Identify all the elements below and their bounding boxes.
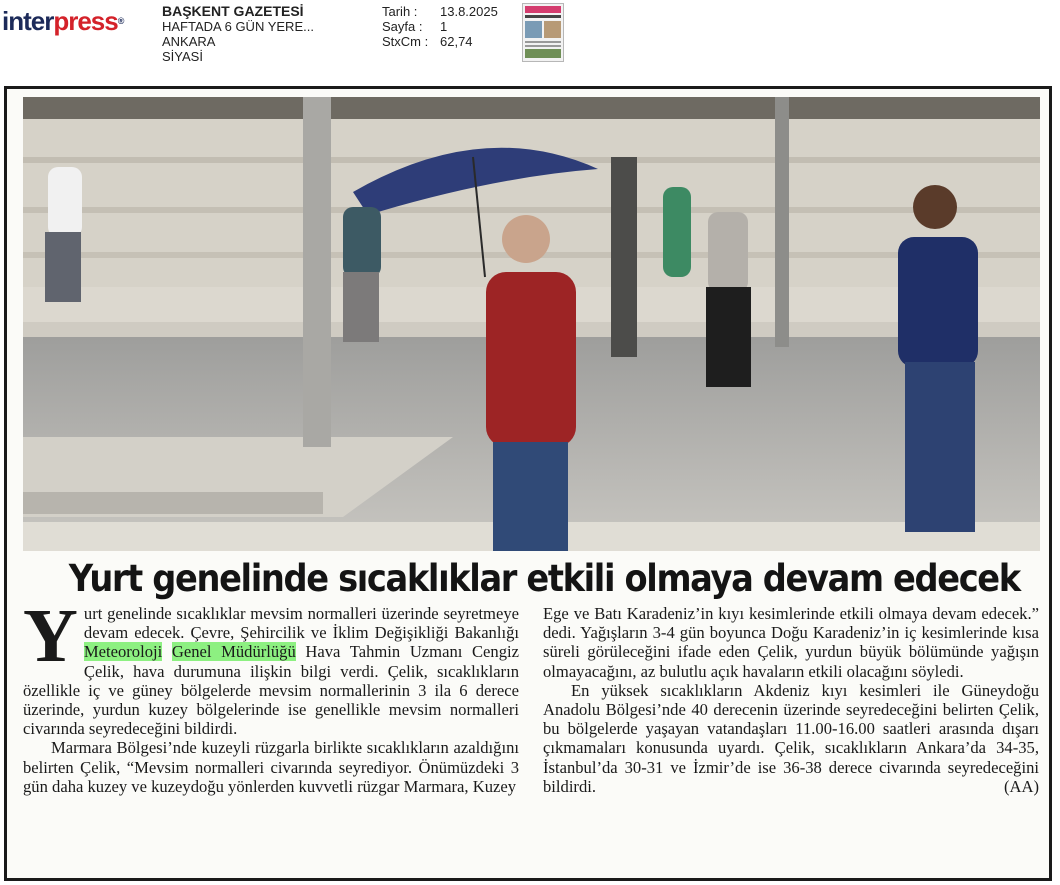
- page-thumbnail[interactable]: [522, 3, 564, 62]
- source-info: [162, 4, 314, 64]
- city: ANKARA: [162, 34, 216, 49]
- section: SİYASİ: [162, 49, 203, 64]
- street-scene-image: [23, 97, 1040, 551]
- agency-credit: (AA): [1003, 776, 1039, 796]
- drop-cap: Y: [23, 594, 78, 678]
- highlight-genel-mudurlugu: Genel Müdürlüğü: [171, 642, 296, 662]
- paragraph-3: Ege ve Batı Karadeniz’in kıyı kesimlerinde etkili olmaya devam edecek.” dedi. Yağışların 3-4 gün boyunca Doğu Karadeniz’in iç kesimlerinde kısa süreli görüleceğini ifade eden Çelik, yurdun büyük bölümünde yağışın olmayacağını, az bulutlu açık havaların etkili olacağını söyledi.: [543, 604, 1039, 681]
- paragraph-1: Yurt genelinde sıcaklıklar mevsim normalleri üzerinde seyretmeye devam edecek. Çevre, Şehircilik ve İklim Değişikliği Bakanlığı Meteoroloji Genel Müdürlüğü Hava Tahmin Uzmanı Cengiz Çelik, hava durumuna ilişkin bilgi verdi. Çelik, sıcaklıkların özellikle iç ve güney bölgelerde mevsim normallerinin 3 ila 6 derece üzerinde, yurdun kuzey bölgelerinde ise genellikle mevsim normalleri civarında seyredeceğini bildirdi.: [23, 594, 519, 739]
- article-headline: Yurt genelinde sıcaklıklar etkili olmaya devam edecek: [68, 557, 1020, 600]
- logo-part-inter: inter: [2, 6, 54, 36]
- article-clipping: [4, 86, 1052, 881]
- logo-part-press: press: [53, 6, 118, 36]
- meta-page: Sayfa : 1: [382, 19, 448, 34]
- meta-date: Tarih : 13.8.2025: [382, 4, 498, 19]
- paragraph-4: En yüksek sıcaklıkların Akdeniz kıyı kesimleri ile Güneydoğu Anadolu Bölgesi’nde 40 derecenin üzerinde seyredeceğini belirten Çelik, bu bölgelerde yaşayan vatandaşları 11.00-16.00 saatleri arasında dışarı çıkmamaları konusunda uyardı. Çelik, sıcaklıkların Ankara’da 34-35, İstanbul’da 30-31 ve İzmir’de ise 36-38 derece civarında seyredeceğini bildirdi. (AA): [543, 680, 1039, 796]
- paragraph-2: Marmara Bölgesi’nde kuzeyli rüzgarla birlikte sıcaklıkların azaldığını belirten Çelik, “Mevsim normalleri civarında seyrediyor. Önümüzdeki 3 gün daha kuzey ve kuzeydoğu yönlerden kuvvetli rüzgar Marmara, Kuzey: [23, 738, 519, 796]
- clipping-header: [0, 0, 1060, 85]
- clipping-meta: [382, 4, 498, 49]
- meta-stxcm: StxCm : 62,74: [382, 34, 473, 49]
- highlight-meteoroloji: Meteoroloji: [83, 642, 163, 662]
- registered-mark: ®: [117, 16, 124, 26]
- article-column-2: [543, 604, 1039, 796]
- publication-name: BAŞKENT GAZETESİ: [162, 3, 304, 19]
- news-photo: [23, 97, 1040, 551]
- article-column-1: [23, 594, 519, 796]
- interpress-logo: [2, 6, 123, 36]
- column-title: HAFTADA 6 GÜN YERE...: [162, 19, 314, 34]
